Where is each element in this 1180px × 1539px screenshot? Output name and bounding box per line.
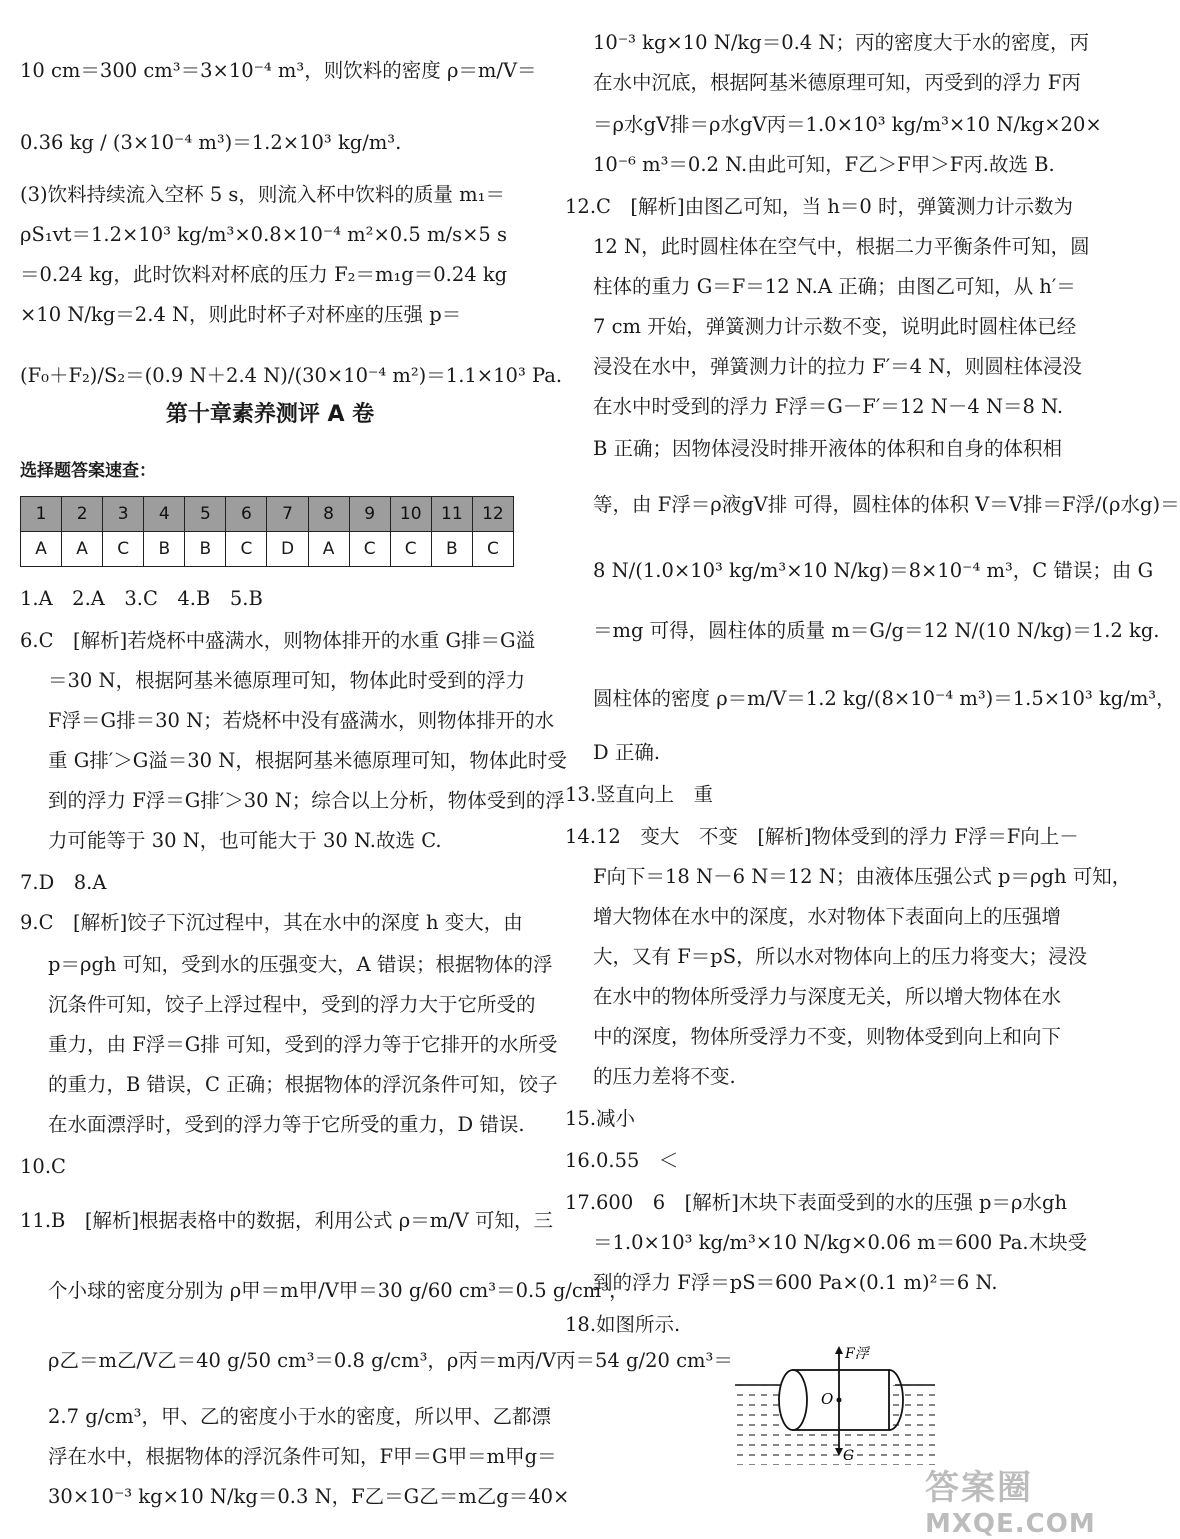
text-line: 沉条件可知，饺子上浮过程中，受到的浮力大于它所受的 — [48, 993, 536, 1016]
text-line: 到的浮力 F浮＝G排′＞30 N；综合以上分析，物体受到的浮 — [48, 789, 565, 812]
text-line: 中的深度，物体所受浮力不变，则物体受到向上和向下 — [593, 1025, 1062, 1048]
text-line: 10.C — [20, 1155, 66, 1178]
table-cell: C — [103, 532, 144, 567]
text-line: 17.600 6 [解析]木块下表面受到的水的压强 p＝ρ水gh — [565, 1191, 1068, 1214]
text-line: 15.减小 — [565, 1107, 636, 1130]
text-line: ρS₁vt＝1.2×10³ kg/m³×0.8×10⁻⁴ m²×0.5 m/s×5 s — [20, 223, 508, 246]
text-line: p＝ρgh 可知，受到水的压强变大，A 错误；根据物体的浮 — [48, 953, 553, 976]
text-line: 增大物体在水中的深度，水对物体下表面向上的压强增 — [593, 905, 1062, 928]
text-line: ＝mg 可得，圆柱体的质量 m＝G/g＝12 N/(10 N/kg)＝1.2 kg. — [593, 619, 1160, 642]
table-cell: C — [390, 532, 431, 567]
table-cell: 6 — [226, 497, 267, 532]
text-line: 13.竖直向上 重 — [565, 783, 714, 806]
text-line: 个小球的密度分别为 ρ甲＝m甲/V甲＝30 g/60 cm³＝0.5 g/cm³， — [48, 1279, 629, 1302]
watermark-url: MXQE.COM — [925, 1509, 1096, 1539]
table-cell: A — [308, 532, 349, 567]
cylinder-left-end — [779, 1370, 807, 1430]
text-line: ×10 N/kg＝2.4 N，则此时杯子对杯座的压强 p＝ — [20, 303, 462, 326]
text-line: 等，由 F浮＝ρ液gV排 可得，圆柱体的体积 V＝V排＝F浮/(ρ水g)＝ — [593, 493, 1180, 516]
answer-table — [20, 496, 514, 567]
text-line: 7.D 8.A — [20, 871, 107, 894]
watermark — [925, 1460, 1096, 1539]
text-line: 10⁻⁶ m³＝0.2 N.由此可知，F乙＞F甲＞F丙.故选 B. — [593, 153, 1055, 176]
answer-table-answer-row — [21, 532, 514, 567]
gravity-label: G — [843, 1448, 855, 1464]
text-line: 浸没在水中，弹簧测力计的拉力 F′＝4 N，则圆柱体浸没 — [593, 355, 1082, 378]
text-line: 1.A 2.A 3.C 4.B 5.B — [20, 587, 263, 610]
table-cell: B — [431, 532, 472, 567]
table-cell: 7 — [267, 497, 308, 532]
table-cell: B — [144, 532, 185, 567]
text-line: 在水中时受到的浮力 F浮＝G－F′＝12 N－4 N＝8 N. — [593, 395, 1064, 418]
center-point — [837, 1398, 842, 1403]
table-cell: 10 — [390, 497, 431, 532]
text-line: 重力，由 F浮＝G排 可知，受到的浮力等于它排开的水所受 — [48, 1033, 558, 1056]
text-line: 0.36 kg / (3×10⁻⁴ m³)＝1.2×10³ kg/m³. — [20, 131, 402, 154]
text-line: ＝30 N，根据阿基米德原理可知，物体此时受到的浮力 — [48, 669, 526, 692]
text-line: 12.C [解析]由图乙可知，当 h＝0 时，弹簧测力计示数为 — [565, 195, 1074, 218]
table-cell: C — [349, 532, 390, 567]
text-line: 9.C [解析]饺子下沉过程中，其在水中的深度 h 变大，由 — [20, 911, 523, 934]
center-label: O — [821, 1390, 834, 1408]
buoyant-force-label: F浮 — [845, 1346, 869, 1362]
table-cell: D — [267, 532, 308, 567]
text-line: 大，又有 F＝pS，所以水对物体向上的压力将变大；浸没 — [593, 945, 1088, 968]
text-line: 11.B [解析]根据表格中的数据，利用公式 ρ＝m/V 可知，三 — [20, 1209, 554, 1232]
table-cell: 8 — [308, 497, 349, 532]
table-cell: A — [21, 532, 62, 567]
arrow-head-up — [835, 1346, 843, 1354]
text-line: ＝0.24 kg，此时饮料对杯底的压力 F₂＝m₁g＝0.24 kg — [20, 263, 508, 286]
table-cell: 3 — [103, 497, 144, 532]
table-cell: C — [226, 532, 267, 567]
text-line: 12 N，此时圆柱体在空气中，根据二力平衡条件可知，圆 — [593, 235, 1090, 258]
text-line: 2.7 g/cm³，甲、乙的密度小于水的密度，所以甲、乙都漂 — [48, 1405, 551, 1428]
text-line: 在水面漂浮时，受到的浮力等于它所受的重力，D 错误. — [48, 1113, 525, 1136]
text-line: 16.0.55 ＜ — [565, 1149, 679, 1172]
table-cell: 1 — [21, 497, 62, 532]
text-line: F浮＝G排＝30 N；若烧杯中没有盛满水，则物体排开的水 — [48, 709, 555, 732]
text-line: (F₀＋F₂)/S₂＝(0.9 N＋2.4 N)/(30×10⁻⁴ m²)＝1.1×10³ Pa. — [20, 364, 563, 387]
table-cell: C — [472, 532, 513, 567]
table-cell: 9 — [349, 497, 390, 532]
text-line: 7 cm 开始，弹簧测力计示数不变，说明此时圆柱体已经 — [593, 315, 1077, 338]
text-line: 14.12 变大 不变 [解析]物体受到的浮力 F浮＝F向上－ — [565, 825, 1079, 848]
text-line: 圆柱体的密度 ρ＝m/V＝1.2 kg/(8×10⁻⁴ m³)＝1.5×10³ kg/m³， — [593, 687, 1176, 710]
text-line: 在水中沉底，根据阿基米德原理可知，丙受到的浮力 F丙 — [593, 71, 1081, 94]
text-line: F向下＝18 N－6 N＝12 N；由液体压强公式 p＝ρgh 可知， — [593, 865, 1132, 888]
text-line: ＝1.0×10³ kg/m³×10 N/kg×0.06 m＝600 Pa.木块受 — [593, 1231, 1088, 1254]
section-title: 第十章素养测评 A 卷 — [165, 402, 375, 427]
text-line: ＝ρ水gV排＝ρ水gV丙＝1.0×10³ kg/m³×10 N/kg×20× — [593, 113, 1102, 136]
watermark-text: 答案圈 — [925, 1468, 1033, 1508]
table-cell: A — [62, 532, 103, 567]
text-line: 柱体的重力 G＝F＝12 N.A 正确；由图乙可知，从 h′＝ — [593, 275, 1076, 298]
text-line: 的压力差将不变. — [593, 1065, 736, 1088]
text-line: 力可能等于 30 N，也可能大于 30 N.故选 C. — [48, 829, 442, 852]
text-line: 在水中的物体所受浮力与深度无关，所以增大物体在水 — [593, 985, 1062, 1008]
answer-table-number-row — [21, 497, 514, 532]
table-cell: B — [185, 532, 226, 567]
answer-label: 选择题答案速查： — [20, 461, 156, 481]
text-line: 6.C [解析]若烧杯中盛满水，则物体排开的水重 G排＝G溢 — [20, 629, 536, 652]
text-line: (3)饮料持续流入空杯 5 s，则流入杯中饮料的质量 m₁＝ — [20, 183, 505, 206]
table-cell: 2 — [62, 497, 103, 532]
text-line: 10 cm＝300 cm³＝3×10⁻⁴ m³，则饮料的密度 ρ＝m/V＝ — [20, 59, 537, 82]
text-line: 8 N/(1.0×10³ kg/m³×10 N/kg)＝8×10⁻⁴ m³，C 错误；由 G — [593, 559, 1154, 582]
table-cell: 4 — [144, 497, 185, 532]
text-line: 18.如图所示. — [565, 1313, 681, 1336]
table-cell: 11 — [431, 497, 472, 532]
text-line: 到的浮力 F浮＝pS＝600 Pa×(0.1 m)²＝6 N. — [593, 1271, 998, 1294]
table-cell: 5 — [185, 497, 226, 532]
text-line: 浮在水中，根据物体的浮沉条件可知，F甲＝G甲＝m甲g＝ — [48, 1445, 557, 1468]
table-cell: 12 — [472, 497, 513, 532]
text-line: D 正确. — [593, 741, 661, 764]
buoyancy-diagram — [725, 1340, 945, 1500]
text-line: ρ乙＝m乙/V乙＝40 g/50 cm³＝0.8 g/cm³，ρ丙＝m丙/V丙＝54 g/20 cm³＝ — [48, 1349, 733, 1372]
text-line: 30×10⁻³ kg×10 N/kg＝0.3 N，F乙＝G乙＝m乙g＝40× — [48, 1485, 570, 1508]
text-line: B 正确；因物体浸没时排开液体的体积和自身的体积相 — [593, 437, 1063, 460]
text-line: 的重力，B 错误，C 正确；根据物体的浮沉条件可知，饺子 — [48, 1073, 558, 1096]
text-line: 10⁻³ kg×10 N/kg＝0.4 N；丙的密度大于水的密度，丙 — [593, 31, 1089, 54]
text-line: 重 G排′＞G溢＝30 N，根据阿基米德原理可知，物体此时受 — [48, 749, 567, 772]
